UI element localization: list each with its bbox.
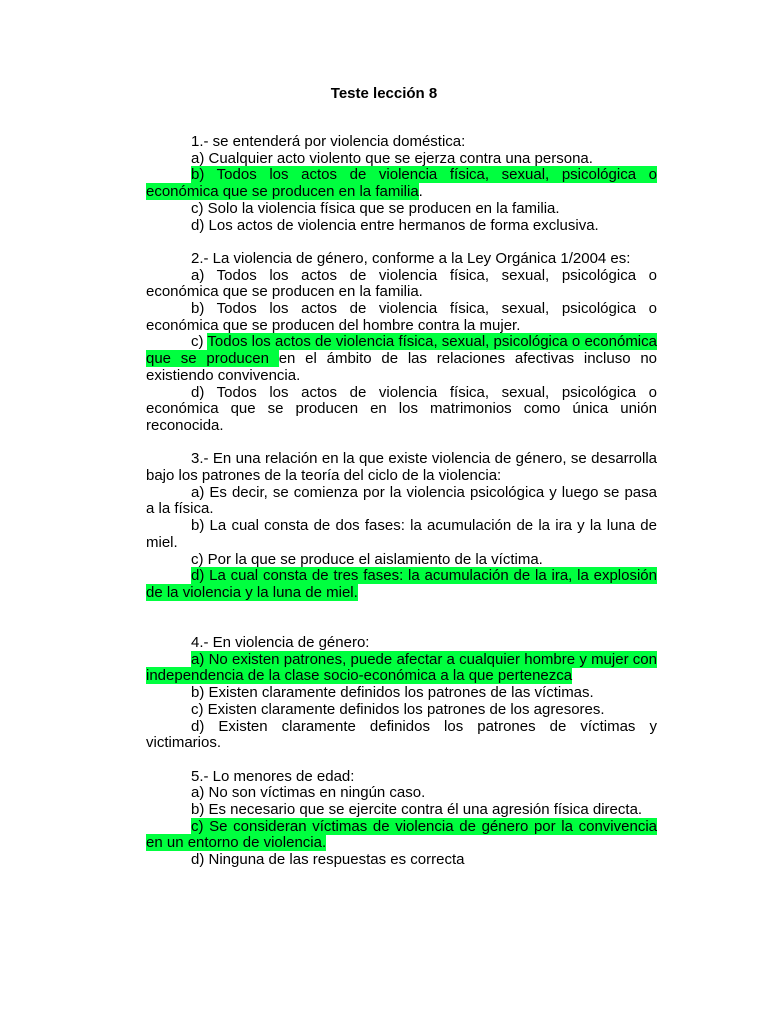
question-5 (146, 769, 657, 869)
question-4 (146, 635, 657, 752)
question-2 (146, 251, 657, 435)
question-2-option-c-highlight: Todos los actos de violencia física, sexual, psicológica o económica que se producen (146, 333, 657, 368)
question-1 (146, 134, 657, 234)
question-3-option-b: b) La cual consta de dos fases: la acumulación de la ira y la luna de miel. (146, 517, 657, 551)
document-title: Teste lección 8 (330, 85, 438, 102)
question-3-option-c: c) Por la que se produce el aislamiento de la víctima. (191, 550, 543, 568)
question-4-option-b: b) Existen claramente definidos los patrones de las víctimas. (191, 684, 594, 702)
question-1-option-d: d) Los actos de violencia entre hermanos de forma exclusiva. (191, 216, 599, 234)
question-1-option-b (146, 167, 657, 200)
question-1-option-b-rest: . (418, 183, 423, 201)
question-1-option-c: c) Solo la violencia física que se producen en la familia. (191, 199, 560, 217)
question-4-stem: 4.- En violencia de género: (191, 634, 370, 652)
question-4-option-c: c) Existen claramente definidos los patrones de los agresores. (191, 700, 605, 718)
question-3-option-d (146, 568, 657, 601)
question-2-option-b: b) Todos los actos de violencia física, sexual, psicológica o económica que se producen del hombre contra la mujer. (146, 300, 657, 334)
question-2-option-a: a) Todos los actos de violencia física, sexual, psicológica o económica que se producen en la familia. (146, 266, 657, 301)
question-3 (146, 451, 657, 601)
question-3-option-d-highlight: d) La cual consta de tres fases: la acumulación de la ira, la explosión de la violencia y la luna de miel. (146, 567, 657, 601)
question-5-option-a: a) No son víctimas en ningún caso. (191, 784, 426, 802)
question-5-option-b: b) Es necesario que se ejercite contra él una agresión física directa. (191, 801, 643, 819)
question-5-option-c (146, 819, 657, 852)
question-2-option-c-prefix: c) (191, 333, 208, 351)
question-4-option-d: d) Existen claramente definidos los patrones de víctimas y victimarios. (146, 717, 657, 752)
question-4-option-a-highlight: a) No existen patrones, puede afectar a cualquier hombre y mujer con independencia de la clase socio-económica a la que pertenezca (146, 650, 657, 685)
question-4-option-a (146, 652, 657, 685)
question-1-option-b-highlight: b) Todos los actos de violencia física, sexual, psicológica o económica que se producen en la familia (146, 166, 657, 201)
question-1-stem: 1.- se entenderá por violencia doméstica: (191, 133, 466, 150)
question-2-option-c-rest: en el ámbito de las relaciones afectivas incluso no existiendo convivencia. (146, 350, 658, 384)
question-5-option-c-highlight: c) Se consideran víctimas de violencia de género por la convivencia en un entorno de violencia. (146, 817, 657, 852)
question-5-stem: 5.- Lo menores de edad: (191, 767, 355, 785)
question-2-stem: 2.- La violencia de género, conforme a la Ley Orgánica 1/2004 es: (191, 249, 631, 267)
question-3-stem: 3.- En una relación en la que existe violencia de género, se desarrolla bajo los patrones de la teoría del ciclo de la violencia: (146, 450, 657, 485)
question-5-option-d: d) Ninguna de las respuestas es correcta (191, 851, 465, 869)
question-1-option-a: a) Cualquier acto violento que se ejerza contra una persona. (191, 149, 593, 167)
question-2-option-c (146, 334, 657, 384)
question-3-option-a: a) Es decir, se comienza por la violencia psicológica y luego se pasa a la física. (146, 483, 657, 518)
question-2-option-d: d) Todos los actos de violencia física, sexual, psicológica o económica que se producen en los matrimonios como única unión reconocida. (146, 383, 657, 434)
document-body (146, 134, 657, 869)
